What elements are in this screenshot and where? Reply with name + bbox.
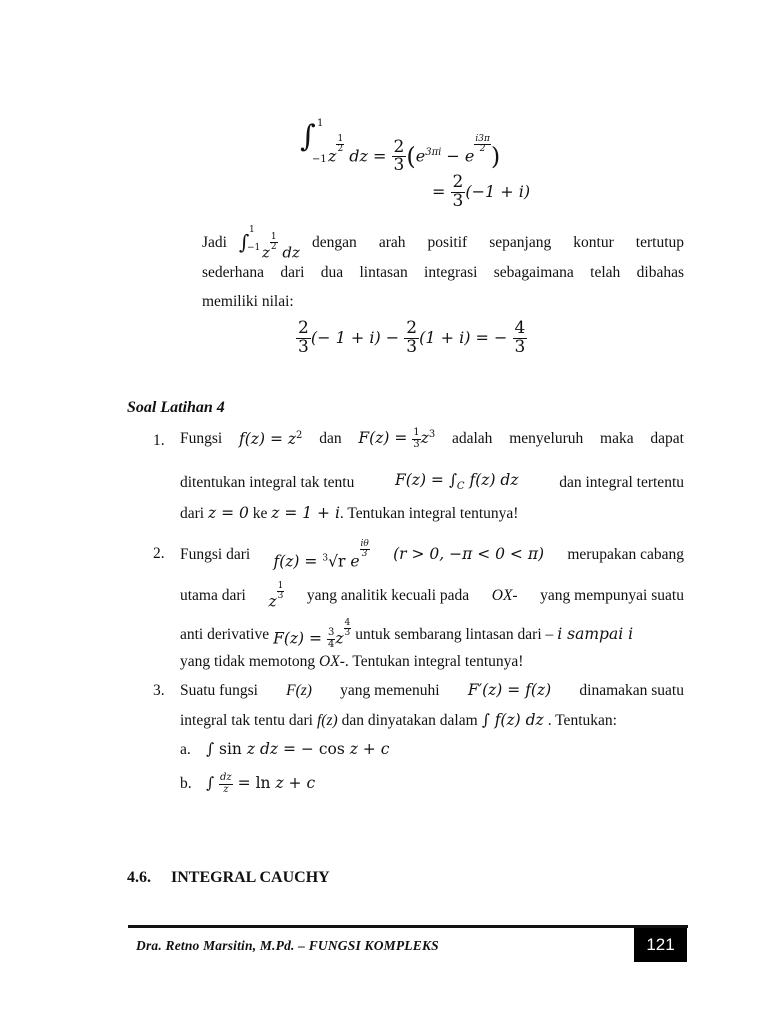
integral-sign: ∫ [238,230,250,254]
inline-integral: ∫ 1 −1 z $\frac{1}{2}$ dz [238,225,300,262]
section-title: INTEGRAL CAUCHY [171,869,330,886]
equation-simplified: = $\frac{2}{3}$ (−1 + i) [432,172,531,211]
exercise-item-1-line3: dari z = 0 ke z = 1 + i. Tentukan integral tentunya! [180,504,519,522]
section-heading [127,869,330,887]
paragraph-jadi-line1: Jadi ∫ 1 −1 z $\frac{1}{2}$ dz dengan arah positif sepanjang kontur tertutup [202,225,684,262]
integral-sign: ∫ [300,119,316,154]
section-number: 4.6. [127,869,151,886]
exercise-item-3-number: 3. [153,682,165,699]
page-number: 121 [634,928,687,962]
exercise-item-1-line1: Fungsi $f(z) = z^2$ dan F(z) = $\frac{1}{3}$ $z^3$ adalah menyeluruh maka dapat [180,427,684,450]
footer-divider [128,925,688,928]
exponent-fraction: $\frac{1}{2}$ [337,134,344,155]
exponent-fraction-2: $\frac{i3\pi}{2}$ [475,134,490,155]
fraction-two-thirds: $\frac{2}{3}$ [393,136,405,176]
paragraph-jadi-line3: memiliki nilai: [202,293,294,310]
exercise-item-3b: b. ∫ $\frac{dz}{z}$ = ln z + c [180,772,316,795]
paragraph-jadi-line2: sederhana dari dua lintasan integrasi sebagaimana telah dibahas [202,264,684,281]
exercise-item-3-line1: Suatu fungsi F(z) yang memenuhi F′(z) = f(z) dinamakan suatu [180,681,684,699]
exercise-item-2-line3: anti derivative F(z) = $\frac{3}{4}$ z $\frac{4}{3}$ untuk sembarang lintasan dari – i sampai i [180,618,634,650]
variable-z: z [328,146,337,166]
exercise-item-1-line2: ditentukan integral tak tentu $F(z) = \int_C$ f(z) dz dan integral tertentu [180,471,684,493]
footer-author: Dra. Retno Marsitin, M.Pd. – FUNGSI KOMPLEKS [136,938,439,953]
exercise-item-3-line2: integral tak tentu dari f(z) dan dinyatakan dalam ∫ f(z) dz . Tentukan: [180,711,617,729]
dz-equals: dz = [349,146,387,166]
exercise-item-3a: a. ∫ sin z dz = − cos z + c [180,740,390,758]
exercise-item-2-line2: utama dari z $\frac{1}{3}$ yang analitik kecuali pada OX- yang mempunyai suatu [180,581,684,611]
integral-lower-limit: −1 [312,154,327,165]
exercise-item-1-number: 1. [153,432,165,449]
integral-upper-limit: 1 [317,118,324,129]
exercise-item-2-number: 2. [153,545,165,562]
document-page: ∫ 1 −1 z $\frac{1}{2}$ dz = $\frac{2}{3}$ ($e^{3\pi i} - e$ $\frac{i3\pi}{2}$ ) = $\frac{2}{3}$ (−1 + i) Jadi ∫ 1 −1 z $\frac{1}{2}$ dz dengan arah positif sepanjang kontur tertutup sederhana dari dua lintasan integrasi sebagaimana telah dibahas memiliki nilai: $\frac{2}{3}$ (− 1 + i) − $\frac{2}{3}$ (1 + i) = − $\frac{4}{3}$ Soal Latihan 4 1. Fungsi $f(z) = z^2$ dan F(z) = $\frac{1}{3}$ $z^3$ adalah menyeluruh maka dapat ditentukan integral tak tentu $F(z) = \int_C$ f(z) dz dan integral tertentu dari z = 0 ke z = 1 + i. Tentukan integral tentunya! 2. Fungsi dari f(z) = $^3$√r e $\frac{i\theta}{3}$ (r > 0, −π < 0 < π) merupakan cabang utama dari z $\frac{1}{3}$ yang analitik kecuali pada OX- yang mempunyai suatu anti derivative F(z) = $\frac{3}{4}$ z $\frac{4}{3}$ untuk sembarang lintasan dari – i sampai i yang tidak memotong OX-. Tentukan integral tentunya! 3. Suatu fungsi F(z) yang memenuhi F′(z) = f(z) dinamakan suatu integral tak tentu dari f(z) dan dinyatakan dalam ∫ f(z) dz . Tentukan: a. ∫ sin z dz = − cos z + c b. ∫ $\frac{dz}{z}$ = ln z + c 4.6. INTEGRAL CAUCHY Dra. Retno Marsitin, M.Pd. – FUNGSI KOMPLEKS 121 [0,0,768,1024]
exercise-item-2-line1: Fungsi dari f(z) = $^3$√r e $\frac{i\theta}{3}$ (r > 0, −π < 0 < π) merupakan cabang [180,539,684,571]
equation-total: $\frac{2}{3}$ (− 1 + i) − $\frac{2}{3}$ (1 + i) = − $\frac{4}{3}$ [298,318,526,357]
exercise-heading: Soal Latihan 4 [127,399,225,416]
fraction-two-thirds: $\frac{2}{3}$ [452,172,464,211]
exercise-item-2-line4: yang tidak memotong OX-. Tentukan integral tentunya! [180,653,524,670]
